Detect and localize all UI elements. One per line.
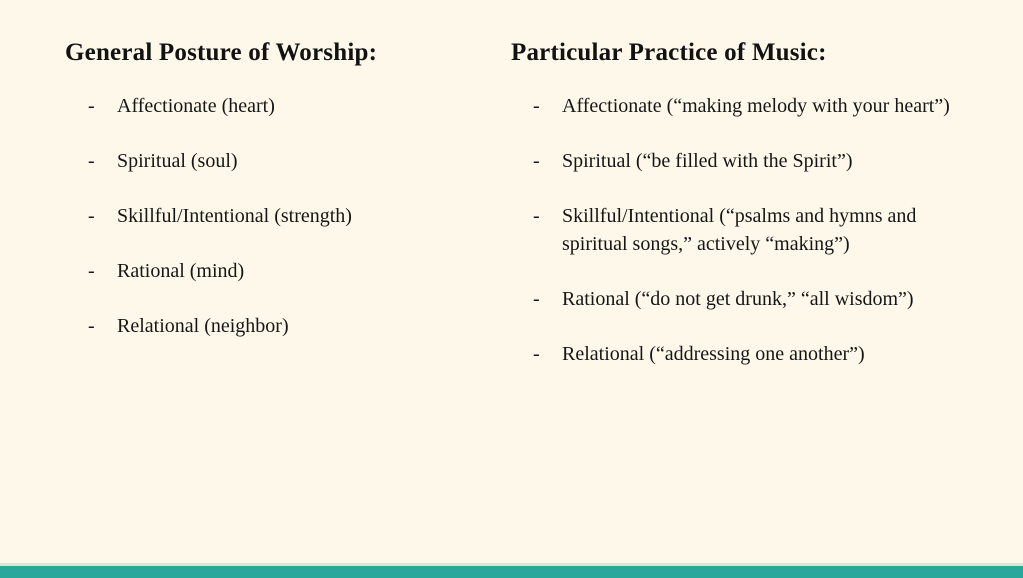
left-bullet-list bbox=[65, 92, 495, 340]
list-item-text: Relational (“addressing one another”) bbox=[562, 343, 865, 365]
footer-accent-bar bbox=[0, 566, 1023, 578]
left-column bbox=[65, 38, 495, 367]
list-item bbox=[65, 147, 495, 175]
bullet-dash: - bbox=[88, 150, 95, 172]
bullet-dash: - bbox=[533, 150, 540, 172]
list-item-text: Rational (mind) bbox=[117, 260, 245, 282]
list-item bbox=[65, 257, 495, 285]
list-item-text: Affectionate (“making melody with your heart”) bbox=[562, 95, 950, 117]
list-item-text: Spiritual (soul) bbox=[117, 150, 238, 172]
list-item-text: Skillful/Intentional (“psalms and hymns and spiritual songs,” actively “making”) bbox=[562, 205, 917, 255]
left-column-title: General Posture of Worship: bbox=[65, 39, 378, 66]
list-item bbox=[65, 92, 495, 120]
bullet-dash: - bbox=[533, 205, 540, 227]
list-item bbox=[511, 147, 973, 175]
list-item bbox=[511, 340, 973, 368]
bullet-dash: - bbox=[88, 315, 95, 337]
list-item bbox=[511, 92, 973, 120]
bullet-dash: - bbox=[533, 288, 540, 310]
list-item bbox=[65, 202, 495, 230]
list-item-text: Skillful/Intentional (strength) bbox=[117, 205, 352, 227]
right-column-title: Particular Practice of Music: bbox=[511, 39, 827, 66]
list-item-text: Relational (neighbor) bbox=[117, 315, 289, 337]
list-item-text: Affectionate (heart) bbox=[117, 95, 275, 117]
list-item bbox=[511, 202, 973, 258]
bullet-dash: - bbox=[88, 95, 95, 117]
list-item-text: Spiritual (“be filled with the Spirit”) bbox=[562, 150, 853, 172]
right-bullet-list bbox=[511, 92, 973, 368]
right-column bbox=[511, 38, 973, 395]
list-item-text: Rational (“do not get drunk,” “all wisdom”) bbox=[562, 288, 914, 310]
bullet-dash: - bbox=[533, 343, 540, 365]
bullet-dash: - bbox=[533, 95, 540, 117]
bullet-dash: - bbox=[88, 205, 95, 227]
list-item bbox=[511, 285, 973, 313]
list-item bbox=[65, 312, 495, 340]
bullet-dash: - bbox=[88, 260, 95, 282]
